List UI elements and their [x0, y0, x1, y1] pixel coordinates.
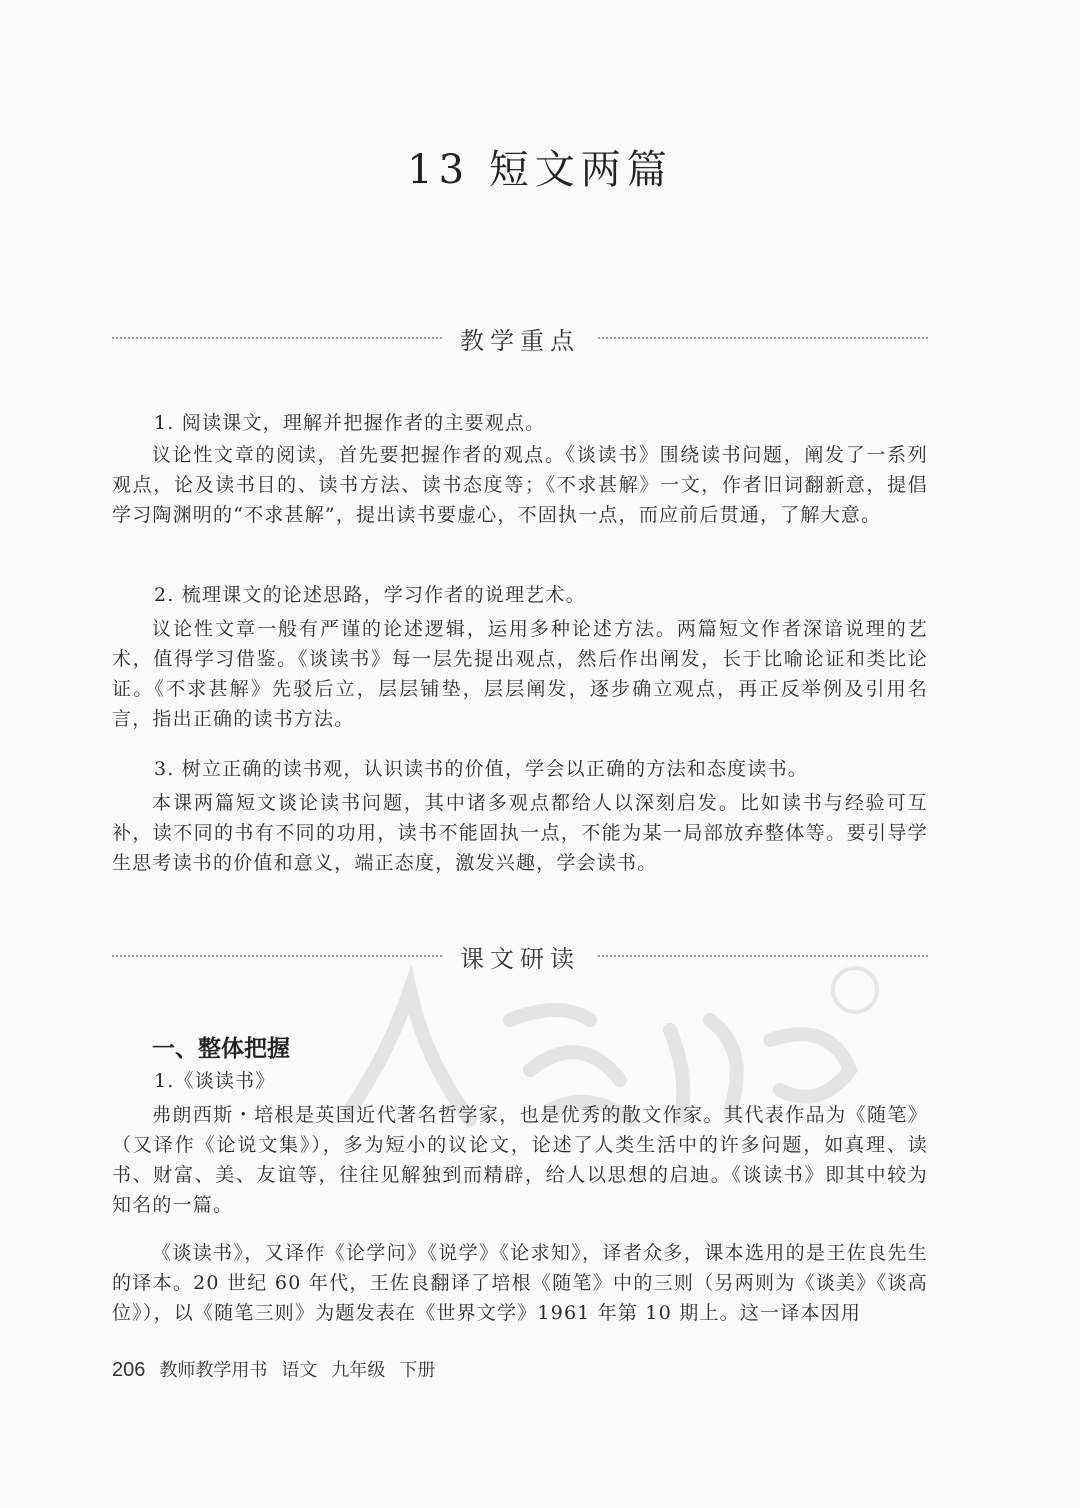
- book-name: 教师教学用书: [159, 1360, 268, 1381]
- volume-name: 下册: [399, 1360, 436, 1381]
- section-header-text-study: [112, 936, 928, 976]
- grade-name: 九年级: [331, 1360, 386, 1381]
- subject-name: 语文: [281, 1360, 318, 1381]
- focus-point-3: 3. 树立正确的读书观，认识读书的价值，学会以正确的方法和态度读书。: [154, 758, 808, 780]
- focus-point-1: 1. 阅读课文，理解并把握作者的主要观点。: [154, 412, 546, 434]
- text-item-1: 1.《谈读书》: [154, 1070, 276, 1092]
- section-title: 教学重点: [460, 326, 580, 355]
- subsection-heading: 一、整体把握: [152, 1035, 290, 1062]
- dotted-divider: [112, 337, 442, 339]
- study-paragraph-1: 弗朗西斯・培根是英国近代著名哲学家，也是优秀的散文作家。其代表作品为《随笔》（又译作《论说文集》），多为短小的议论文，论述了人类生活中的许多问题，如真理、读书、财富、美、友谊等，往往见解独到而精辟，给人以思想的启迪。《谈读书》即其中较为知名的一篇。: [112, 1104, 928, 1216]
- page-footer: [112, 1356, 435, 1382]
- focus-paragraph-1: 议论性文章的阅读，首先要把握作者的观点。《谈读书》围绕读书问题，阐发了一系列观点，论及读书目的、读书方法、读书态度等；《不求甚解》一文，作者旧词翻新意，提倡学习陶渊明的“不求甚解”，提出读书要虚心，不固执一点，而应前后贯通，了解大意。: [112, 444, 928, 526]
- section-title: 课文研读: [460, 944, 580, 973]
- lesson-title: 13 短文两篇: [407, 147, 673, 193]
- dotted-divider: [598, 955, 928, 957]
- page-number: 206: [112, 1359, 146, 1381]
- focus-paragraph-2: 议论性文章一般有严谨的论述逻辑，运用多种论述方法。两篇短文作者深谙说理的艺术，值得学习借鉴。《谈读书》每一层先提出观点，然后作出阐发，长于比喻论证和类比论证。《不求甚解》先驳后立，层层铺垫，层层阐发，逐步确立观点，再正反举例及引用名言，指出正确的读书方法。: [112, 618, 928, 730]
- study-paragraph-2: 《谈读书》，又译作《论学问》《说学》《论求知》，译者众多，课本选用的是王佐良先生的译本。20 世纪 60 年代，王佐良翻译了培根《随笔》中的三则（另两则为《谈美》《谈高位》），以《随笔三则》为题发表在《世界文学》1961 年第 10 期上。这一译本因用: [112, 1242, 928, 1324]
- dotted-divider: [112, 955, 442, 957]
- dotted-divider: [598, 337, 928, 339]
- focus-point-2: 2. 梳理课文的论述思路，学习作者的说理艺术。: [154, 584, 586, 606]
- section-header-teaching-focus: [112, 318, 928, 358]
- focus-paragraph-3: 本课两篇短文谈论读书问题，其中诸多观点都给人以深刻启发。比如读书与经验可互补，读不同的书有不同的功用，读书不能固执一点，不能为某一局部放弃整体等。要引导学生思考读书的价值和意义，端正态度，激发兴趣，学会读书。: [112, 792, 928, 874]
